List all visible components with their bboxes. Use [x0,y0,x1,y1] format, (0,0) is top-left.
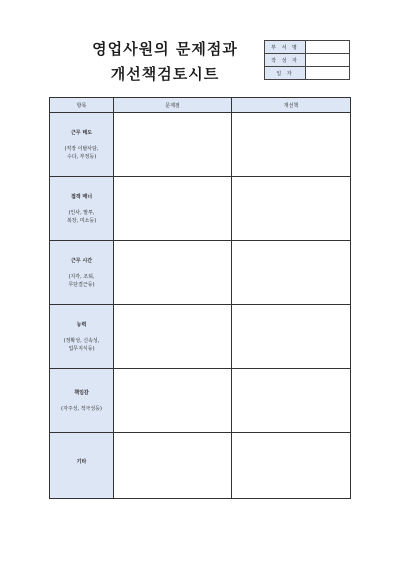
author-label: 작 성 자 [265,54,306,67]
approval-row-department [265,41,350,54]
problem-cell[interactable] [114,369,232,433]
review-table [49,97,351,499]
item-title: 능력 [76,321,87,328]
department-label: 부 서 명 [265,41,306,54]
improvement-cell[interactable] [232,305,351,369]
problem-cell[interactable] [114,433,232,499]
author-field[interactable] [306,54,350,67]
date-field[interactable] [306,67,350,80]
item-description: (인사, 말투, 복장, 미소등) [66,209,97,224]
problem-cell[interactable] [114,177,232,241]
approval-row-date [265,67,350,80]
header-improvements: 개선책 [232,98,351,113]
item-cell [50,113,114,177]
department-field[interactable] [306,41,350,54]
header-item: 항목 [50,98,114,113]
table-header-row [50,98,351,113]
item-cell [50,177,114,241]
improvement-cell[interactable] [232,177,351,241]
improvement-cell[interactable] [232,369,351,433]
improvement-cell[interactable] [232,241,351,305]
date-label: 일 자 [265,67,306,80]
problem-cell[interactable] [114,241,232,305]
item-cell [50,241,114,305]
item-cell [50,369,114,433]
approval-row-author [265,54,350,67]
item-title: 기타 [76,458,87,465]
item-cell [50,305,114,369]
table-row [50,113,351,177]
header-problems: 문제점 [114,98,232,113]
item-description: (직장 이탈사담, 수다, 부정등) [64,145,99,160]
table-row [50,369,351,433]
item-title: 책임감 [74,389,89,396]
approval-box [264,40,350,80]
table-row [50,241,351,305]
item-title: 근무 시간 [70,257,93,264]
item-description: (자주성, 적극성등) [61,405,102,412]
item-title: 근무 태도 [70,129,93,136]
item-cell [50,433,114,499]
table-row [50,433,351,499]
improvement-cell[interactable] [232,433,351,499]
improvement-cell[interactable] [232,113,351,177]
problem-cell[interactable] [114,305,232,369]
table-row [50,305,351,369]
document-title-line2: 개선책검토시트 [110,65,220,83]
item-title: 접객 매너 [70,193,93,200]
table-row [50,177,351,241]
item-description: (정확성, 신속성, 업무지식등) [63,337,100,352]
item-description: (지각, 조퇴, 무단결근등) [68,273,95,288]
document-title-line1: 영업사원의 문제점과 [92,40,238,58]
problem-cell[interactable] [114,113,232,177]
